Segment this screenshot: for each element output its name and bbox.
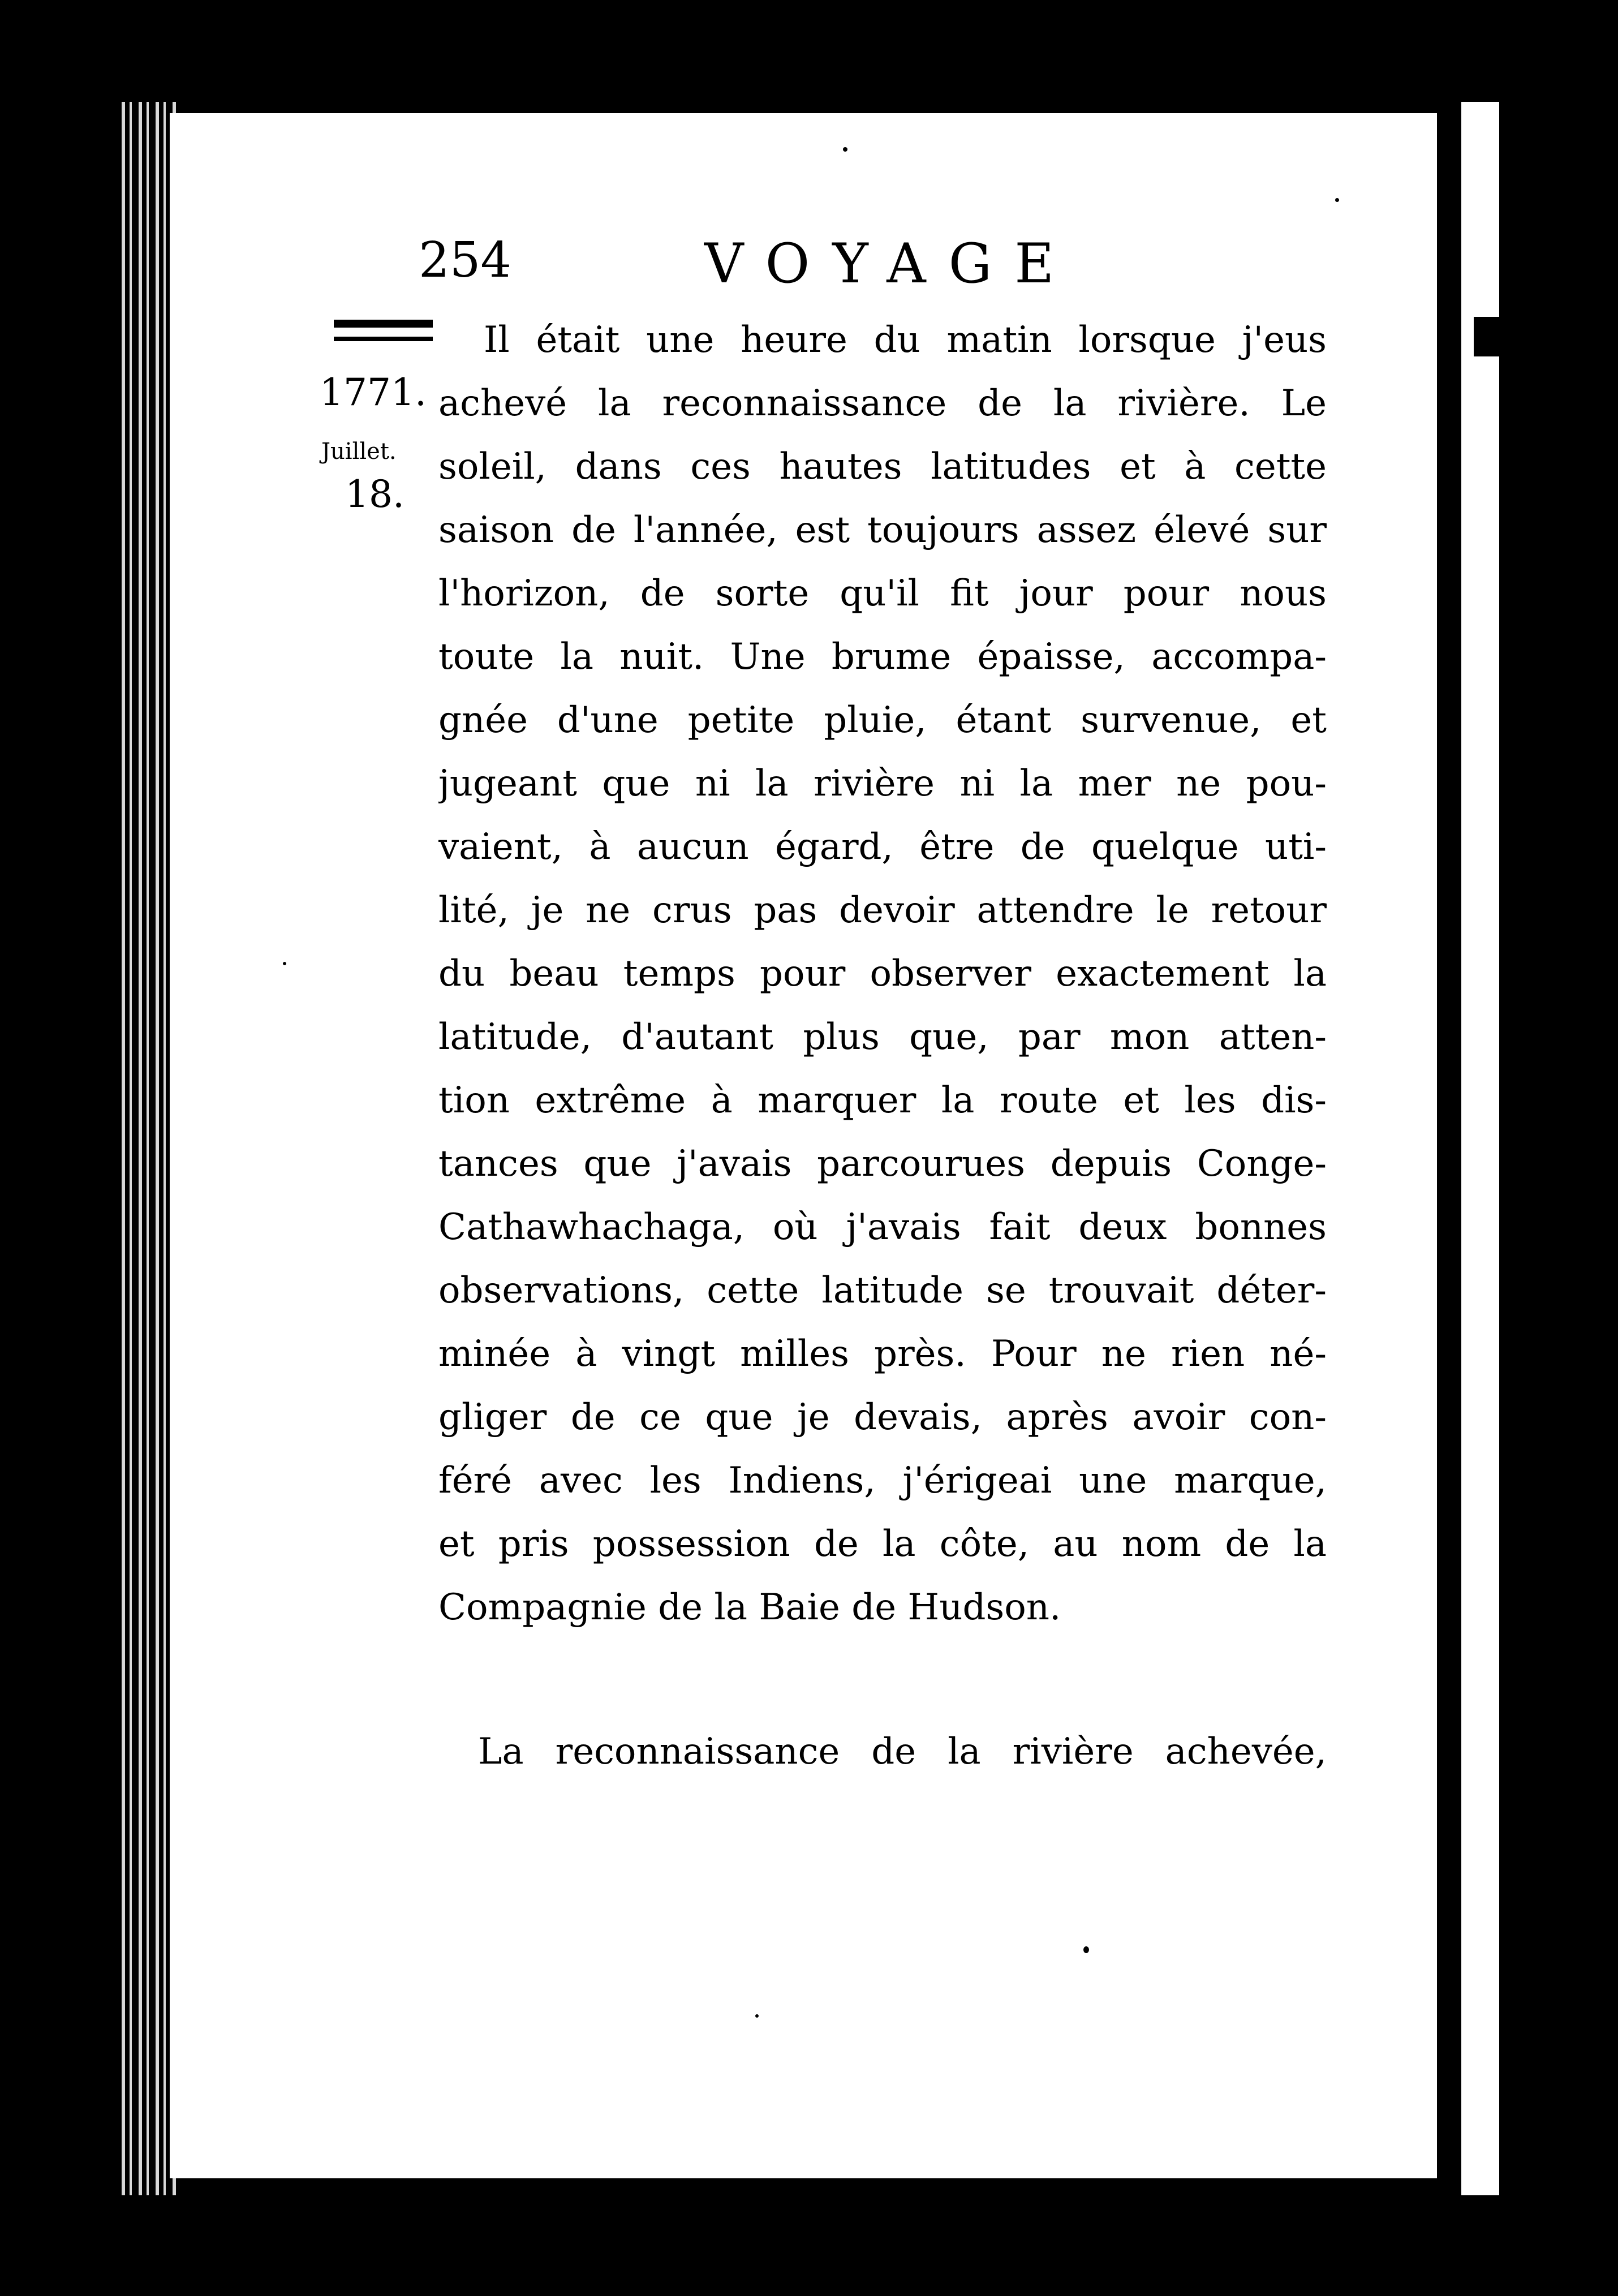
scan-speck	[283, 962, 286, 965]
text-line: féré avec les Indiens, j'érigeai une marque,	[438, 1460, 1327, 1502]
margin-day: 18.	[345, 472, 404, 516]
text-line: toute la nuit. Une brume épaisse, accompa-	[438, 636, 1327, 678]
text-line: et pris possession de la côte, au nom de la	[438, 1523, 1327, 1565]
scan-speck	[1083, 1946, 1089, 1953]
text-line: jugeant que ni la rivière ni la mer ne pou-	[438, 763, 1327, 805]
text-line: latitude, d'autant plus que, par mon atten-	[438, 1016, 1327, 1058]
text-line: achevé la reconnaissance de la rivière. Le	[438, 382, 1327, 424]
closing-line: La reconnaissance de la rivière achevée,	[478, 1731, 1327, 1773]
facing-page-edge	[1451, 102, 1499, 2195]
margin-month: Juillet.	[321, 438, 397, 465]
body-text	[438, 308, 1327, 1639]
text-line: gliger de ce que je devais, après avoir con-	[438, 1396, 1327, 1438]
text-line: minée à vingt milles près. Pour ne rien né-	[438, 1333, 1327, 1375]
text-line: du beau temps pour observer exactement la	[438, 953, 1327, 995]
text-line: observations, cette latitude se trouvait déter-	[438, 1270, 1327, 1312]
text-line: l'horizon, de sorte qu'il fit jour pour nous	[438, 573, 1327, 614]
page-header	[419, 232, 1098, 300]
text-line: soleil, dans ces hautes latitudes et à cette	[438, 446, 1327, 488]
text-line: tances que j'avais parcourues depuis Conge-	[438, 1143, 1327, 1185]
scan-speck	[1335, 198, 1339, 202]
running-head: VOYAGE	[704, 232, 1077, 295]
text-line: tion extrême à marquer la route et les dis-	[438, 1080, 1327, 1121]
page-number: 254	[419, 232, 512, 289]
margin-year: 1771.	[320, 371, 427, 414]
text-line: vaient, à aucun égard, être de quelque uti-	[438, 826, 1327, 868]
text-line: Cathawhachaga, où j'avais fait deux bonnes	[438, 1206, 1327, 1248]
text-line: saison de l'année, est toujours assez élevé sur	[438, 509, 1327, 551]
margin-rule	[334, 320, 433, 341]
scan-speck	[755, 2014, 759, 2018]
text-line: Compagnie de la Baie de Hudson.	[438, 1586, 1061, 1628]
text-line: lité, je ne crus pas devoir attendre le retour	[438, 889, 1327, 931]
scan-speck	[843, 147, 847, 152]
text-line: gnée d'une petite pluie, étant survenue, et	[438, 699, 1327, 741]
text-line: Il était une heure du matin lorsque j'eus	[484, 319, 1327, 361]
